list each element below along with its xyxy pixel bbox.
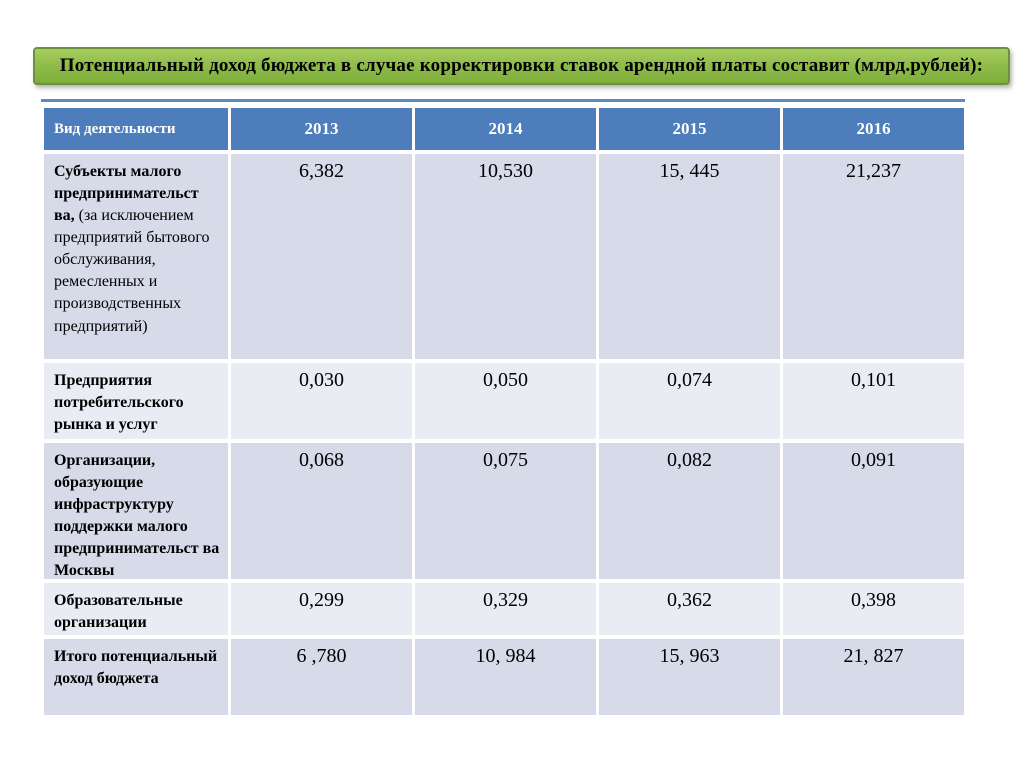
row-label-educational-orgs	[44, 583, 228, 635]
column-header-activity: Вид деятельности	[44, 108, 228, 150]
cell-value-total: 10, 984	[415, 639, 596, 715]
cell-value: 0,074	[599, 363, 780, 439]
cell-value: 0,299	[231, 583, 412, 635]
cell-value: 0,075	[415, 443, 596, 579]
cell-value: 10,530	[415, 154, 596, 359]
cell-value: 0,068	[231, 443, 412, 579]
slide-title: Потенциальный доход бюджета в случае корректировки ставок арендной платы составит (млрд.рублей):	[59, 55, 984, 76]
data-table	[44, 108, 964, 715]
cell-value: 0,362	[599, 583, 780, 635]
cell-value: 0,091	[783, 443, 964, 579]
cell-value: 0,082	[599, 443, 780, 579]
row-label-bold: Субъекты малого предпринимательст ва,	[54, 163, 199, 225]
row-label-total	[44, 639, 228, 715]
row-label-rest: (за исключением предприятий бытового обслуживания, ремесленных и производственных предприятий)	[54, 207, 210, 335]
cell-value: 0,398	[783, 583, 964, 635]
column-header-2016: 2016	[783, 108, 964, 150]
row-label-small-business	[44, 154, 228, 359]
column-header-2014: 2014	[415, 108, 596, 150]
row-label-bold: Предприятия потребительского рынка и услуг	[54, 372, 184, 434]
cell-value: 0,101	[783, 363, 964, 439]
title-banner	[33, 47, 1010, 85]
cell-value: 0,329	[415, 583, 596, 635]
cell-value: 0,030	[231, 363, 412, 439]
row-label-bold: Итого потенциальный доход бюджета	[54, 648, 218, 688]
column-header-2013: 2013	[231, 108, 412, 150]
cell-value-total: 6 ,780	[231, 639, 412, 715]
row-label-bold: Образовательные организации	[54, 592, 183, 632]
row-label-bold: Организации, образующие инфраструктуру поддержки малого предпринимательст ва Москвы	[54, 452, 220, 579]
table-top-border	[41, 99, 965, 102]
cell-value: 15, 445	[599, 154, 780, 359]
cell-value: 21,237	[783, 154, 964, 359]
cell-value-total: 15, 963	[599, 639, 780, 715]
cell-value-total: 21, 827	[783, 639, 964, 715]
column-header-2015: 2015	[599, 108, 780, 150]
row-label-consumer-market	[44, 363, 228, 439]
cell-value: 6,382	[231, 154, 412, 359]
cell-value: 0,050	[415, 363, 596, 439]
row-label-infrastructure-orgs	[44, 443, 228, 579]
